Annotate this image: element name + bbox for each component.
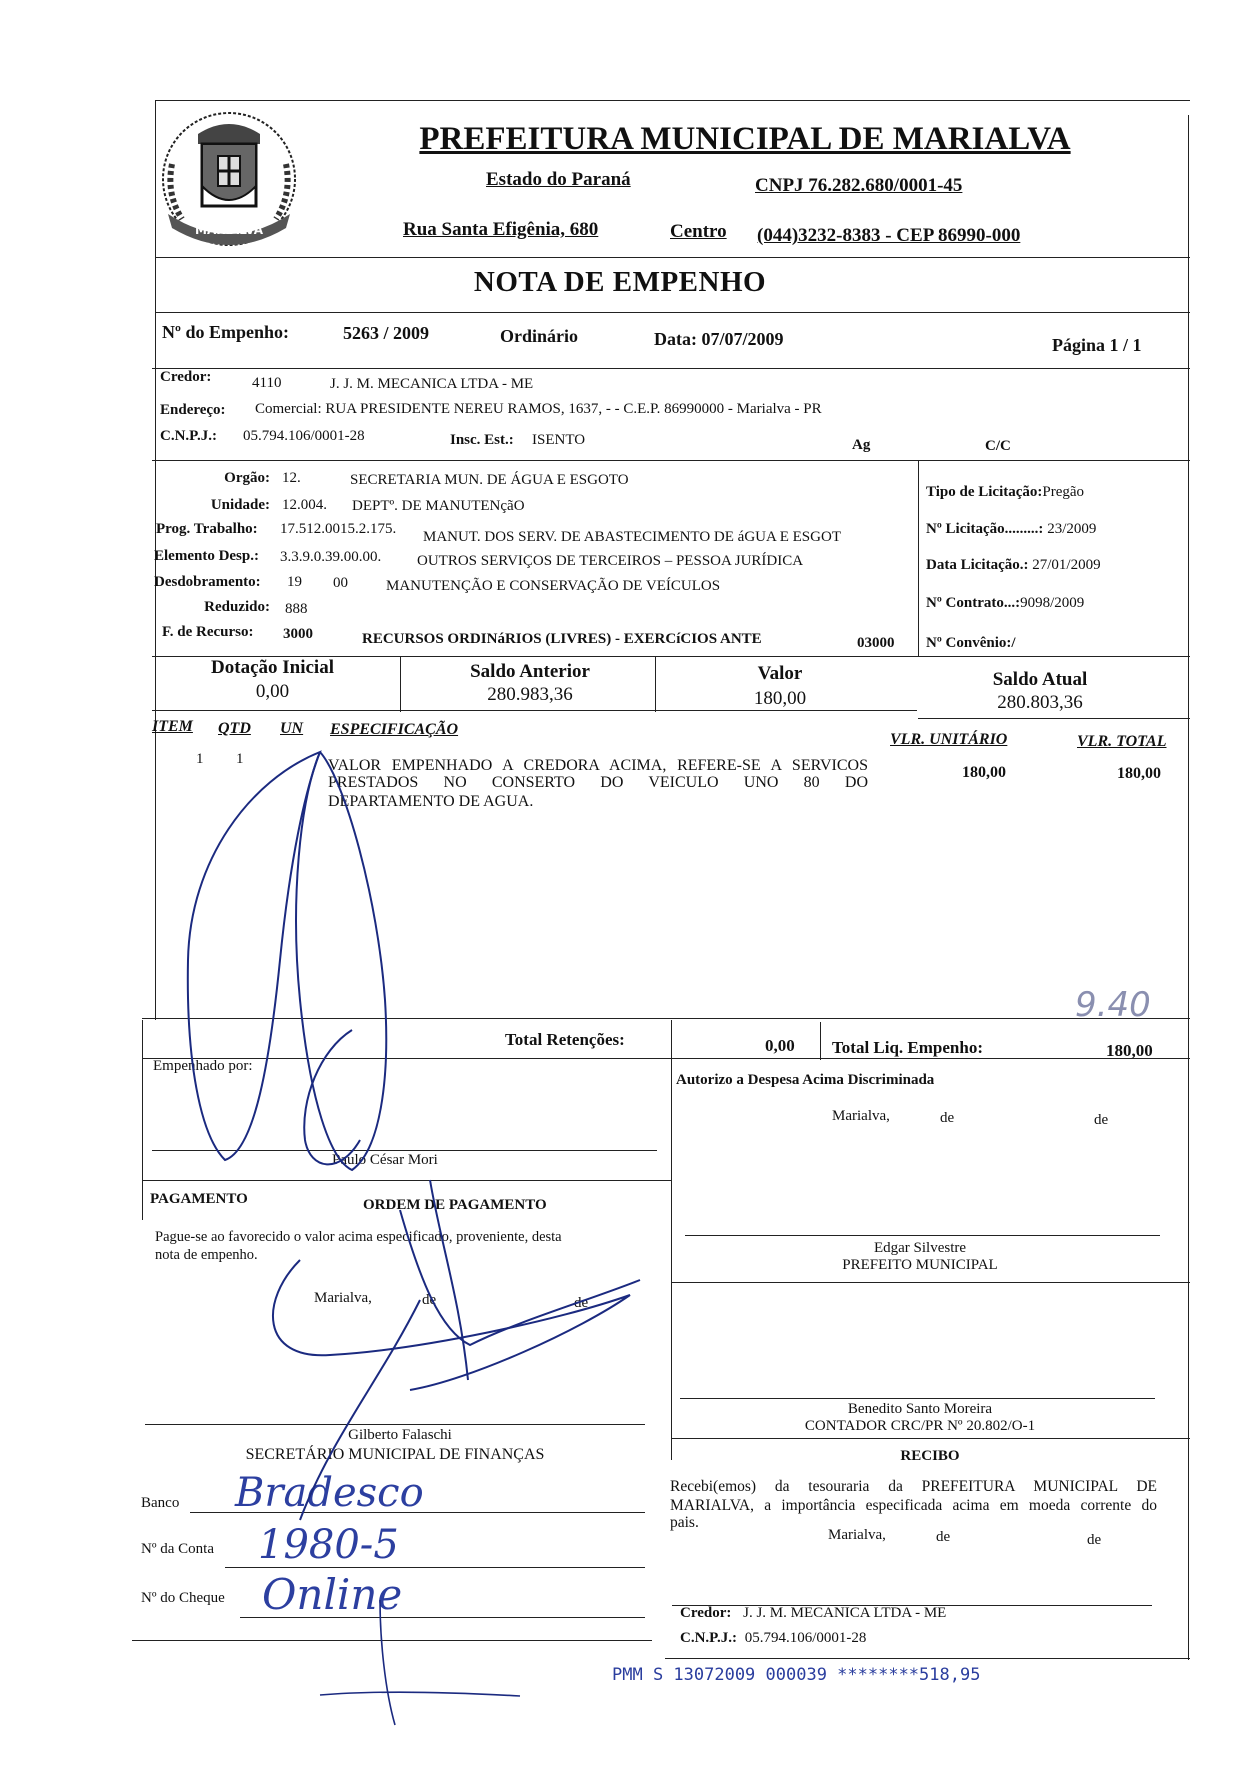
orgao-code: 12. (282, 470, 301, 486)
line-under-title (155, 312, 1190, 313)
col-qtd: QTD (218, 720, 251, 737)
fonte-name: RECURSOS ORDINáRIOS (LIVRES) - EXERCíCIOS ANTE (362, 631, 762, 647)
pagamento-de2: de (574, 1295, 589, 1311)
cnpj-prefeitura: CNPJ 76.282.680/0001-45 (755, 175, 963, 196)
gilberto-role: SECRETÁRIO MUNICIPAL DE FINANÇAS (245, 1446, 545, 1463)
pagamento-label: PAGAMENTO (150, 1191, 248, 1207)
row-desc-line1: VALOR EMPENHADO A CREDORA ACIMA, REFERE-SE A SERVICOS (328, 757, 868, 774)
estado-label: Estado do Paraná (486, 169, 631, 190)
fonte-code: 3000 (283, 626, 313, 642)
bank-stamp: PMM S 13072009 000039 ********518,95 (612, 1665, 981, 1685)
empenho-num-value: 5263 / 2009 (343, 323, 430, 343)
row-vlr-unitario: 180,00 (962, 764, 1006, 781)
prefeitura-title: PREFEITURA MUNICIPAL DE MARIALVA (419, 121, 1071, 157)
conta-handwritten: 1980-5 (258, 1522, 399, 1568)
recibo-cnpj-value: 05.794.106/0001-28 (744, 1630, 867, 1646)
autorizo-city: Marialva, (832, 1108, 890, 1124)
unidade-code: 12.004. (282, 497, 327, 513)
banco-label: Banco (141, 1495, 180, 1511)
insc-est-label: Insc. Est.: (450, 432, 514, 448)
total-retencoes-value: 0,00 (765, 1036, 795, 1055)
fonte-label: F. de Recurso: (162, 624, 254, 640)
recibo-text1: Recebi(emos) da tesouraria da PREFEITURA MUNICIPAL DE (670, 1478, 1157, 1495)
line-under-saldos-a (152, 710, 917, 711)
licitacao-contrato-value: 9098/2009 (1020, 595, 1085, 611)
row-qtd: 1 (236, 751, 244, 767)
frame-right (1188, 115, 1189, 1660)
recibo-de2: de (1087, 1532, 1102, 1548)
dotacao-value: 0,00 (255, 681, 290, 702)
paulo-signature (188, 752, 386, 1170)
municipal-seal-icon (158, 104, 300, 254)
frame-bottom-left (132, 1640, 652, 1641)
pagamento-text2: nota de empenho. (155, 1247, 258, 1263)
banco-handwritten: Bradesco (235, 1470, 424, 1516)
total-liq-value: 180,00 (1106, 1041, 1153, 1060)
line-totals-mid (671, 1020, 672, 1460)
licitacao-num-value: 23/2009 (1047, 521, 1097, 537)
line-above-recibo (672, 1438, 1190, 1439)
prog-code: 17.512.0015.2.175. (280, 521, 397, 537)
line-above-totals (142, 1018, 1190, 1019)
saldo-atual-label: Saldo Atual (992, 669, 1088, 690)
address-street: Rua Santa Efigênia, 680 (403, 219, 599, 240)
insc-est-value: ISENTO (532, 432, 586, 448)
orgao-name: SECRETARIA MUN. DE ÁGUA E ESGOTO (350, 472, 629, 488)
licitacao-tipo-label: Tipo de Licitação: (926, 484, 1043, 500)
edgar-role: PREFEITO MUNICIPAL (842, 1257, 998, 1273)
empenho-num-label: Nº do Empenho: (162, 322, 289, 342)
line-under-empenho (152, 368, 1190, 369)
line-sig-gilberto (145, 1424, 645, 1425)
unidade-name: DEPTº. DE MANUTENçãO (352, 498, 525, 514)
address-district: Centro (670, 221, 727, 242)
empenho-page: Página 1 / 1 (1052, 335, 1142, 355)
recibo-label: RECIBO (900, 1448, 960, 1464)
col-vlr-total: VLR. TOTAL (1077, 733, 1167, 750)
prog-label: Prog. Trabalho: (156, 521, 258, 537)
recibo-credor-value: J. J. M. MECANICA LTDA - ME (743, 1605, 947, 1621)
licitacao-contrato-label: Nº Contrato...: (926, 595, 1021, 611)
col-especificacao: ESPECIFICAÇÃO (330, 721, 459, 738)
col-vlr-unitario: VLR. UNITÁRIO (890, 731, 1008, 748)
empenho-type: Ordinário (500, 326, 579, 346)
desdobramento-code2: 00 (333, 575, 348, 591)
cheque-label: Nº do Cheque (141, 1590, 225, 1606)
autorizo-de2: de (1094, 1112, 1109, 1128)
reduzido-label: Reduzido: (204, 599, 270, 615)
recibo-de1: de (936, 1529, 951, 1545)
conta-label: Nº da Conta (141, 1541, 214, 1557)
cc-label: C/C (985, 438, 1011, 454)
line-saldos-1 (400, 656, 401, 712)
credor-label: Credor: (160, 369, 212, 385)
line-under-autorizo (672, 1282, 1190, 1283)
desdobramento-label: Desdobramento: (154, 574, 261, 590)
saldo-anterior-value: 280.983,36 (487, 684, 573, 705)
licitacao-num (926, 521, 1096, 538)
licitacao-contrato (926, 595, 1084, 612)
pagamento-city: Marialva, (314, 1290, 372, 1306)
licitacao-tipo-value: Pregão (1042, 484, 1085, 500)
handwritten-note: 9.40 (1075, 985, 1151, 1025)
credor-cnpj-value: 05.794.106/0001-28 (243, 428, 365, 444)
line-totals-liq (820, 1022, 821, 1060)
elemento-label: Elemento Desp.: (154, 548, 259, 564)
valor-label: Valor (757, 663, 803, 684)
address-phone-cep: (044)3232-8383 - CEP 86990-000 (757, 225, 1021, 246)
pagamento-de1: de (422, 1292, 437, 1308)
line-sig-paulo (152, 1150, 657, 1151)
seal-text: MARIALVA (195, 223, 263, 237)
line-under-totals (142, 1058, 1190, 1059)
recibo-cnpj (680, 1630, 866, 1647)
dotacao-label: Dotação Inicial (211, 657, 334, 678)
line-left-bottom (142, 1020, 143, 1220)
recibo-cnpj-label: C.N.P.J.: (680, 1630, 737, 1646)
autorizo-label: Autorizo a Despesa Acima Discriminada (676, 1072, 935, 1088)
total-liq-label: Total Liq. Empenho: (832, 1038, 983, 1057)
line-under-credor (152, 460, 1190, 461)
credor-code: 4110 (252, 375, 282, 391)
empenho-date: Data: 07/07/2009 (654, 329, 784, 349)
valor-value: 180,00 (753, 688, 807, 709)
row-desc-line3: DEPARTAMENTO DE AGUA. (328, 793, 534, 810)
gilberto-signer: Gilberto Falaschi (348, 1427, 452, 1443)
endereco-value: Comercial: RUA PRESIDENTE NEREU RAMOS, 1637, - - C.E.P. 86990000 - Marialva - PR (255, 401, 822, 417)
edgar-signer: Edgar Silvestre (873, 1240, 967, 1256)
pagamento-text1: Pague-se ao favorecido o valor acima especificado, proveniente, desta (155, 1229, 562, 1245)
line-sig-benedito (680, 1398, 1155, 1399)
col-item: ITEM (152, 718, 193, 735)
desdobramento-name: MANUTENÇÃO E CONSERVAÇÃO DE VEÍCULOS (386, 578, 721, 594)
empenhado-signer: Paulo César Mori (332, 1152, 438, 1168)
recibo-credor (680, 1605, 946, 1622)
elemento-name: OUTROS SERVIÇOS DE TERCEIROS – PESSOA JURÍDICA (417, 553, 804, 569)
col-un: UN (280, 720, 304, 737)
ag-label: Ag (852, 437, 871, 453)
saldo-atual-value: 280.803,36 (997, 692, 1083, 713)
ordem-pagamento-label: ORDEM DE PAGAMENTO (363, 1197, 547, 1213)
total-retencoes-label: Total Retenções: (505, 1030, 625, 1049)
row-desc-line2: PRESTADOS NO CONSERTO DO VEICULO UNO 80 DO (328, 774, 868, 791)
line-under-saldos-b (918, 718, 1190, 719)
line-under-empenhado (142, 1180, 672, 1181)
credor-cnpj-label: C.N.P.J.: (160, 428, 217, 444)
prog-name: MANUT. DOS SERV. DE ABASTECIMENTO DE áGUA E ESGOT (423, 529, 841, 545)
licitacao-convenio: Nº Convênio:/ (926, 635, 1016, 651)
row-vlr-total: 180,00 (1117, 765, 1161, 782)
orgao-label: Orgão: (224, 470, 270, 486)
line-under-header (155, 257, 1190, 258)
frame-top (155, 100, 1190, 101)
licitacao-data-label: Data Licitação.: (926, 557, 1029, 573)
benedito-role: CONTADOR CRC/PR Nº 20.802/O-1 (804, 1418, 1036, 1434)
line-sig-edgar (685, 1235, 1160, 1236)
elemento-code: 3.3.9.0.39.00.00. (280, 549, 382, 565)
autorizo-de1: de (940, 1110, 955, 1126)
recibo-city: Marialva, (828, 1527, 886, 1543)
recibo-credor-label: Credor: (680, 1605, 732, 1621)
reduzido-value: 888 (285, 601, 308, 617)
endereco-label: Endereço: (160, 402, 226, 418)
licitacao-data-value: 27/01/2009 (1032, 557, 1101, 573)
recibo-text3: pais. (670, 1514, 699, 1531)
line-saldos-2 (655, 656, 656, 712)
cheque-handwritten: Online (262, 1570, 403, 1619)
licitacao-tipo (926, 484, 1084, 501)
credor-name: J. J. M. MECANICA LTDA - ME (330, 376, 534, 392)
saldo-anterior-label: Saldo Anterior (470, 661, 590, 682)
frame-bottom-right (665, 1658, 1190, 1659)
empenhado-label: Empenhado por: (153, 1058, 253, 1074)
fonte-code2: 03000 (857, 635, 895, 651)
doc-title: NOTA DE EMPENHO (473, 266, 767, 298)
licitacao-num-label: Nº Licitação.........: (926, 521, 1044, 537)
row-item: 1 (196, 751, 204, 767)
unidade-label: Unidade: (210, 497, 270, 513)
recibo-text2: MARIALVA, a importância especificada acima em moeda corrente do (670, 1497, 1157, 1514)
licitacao-data (926, 557, 1101, 574)
line-licitacao-left (918, 460, 919, 656)
benedito-signer: Benedito Santo Moreira (847, 1401, 993, 1417)
desdobramento-code1: 19 (287, 574, 302, 590)
